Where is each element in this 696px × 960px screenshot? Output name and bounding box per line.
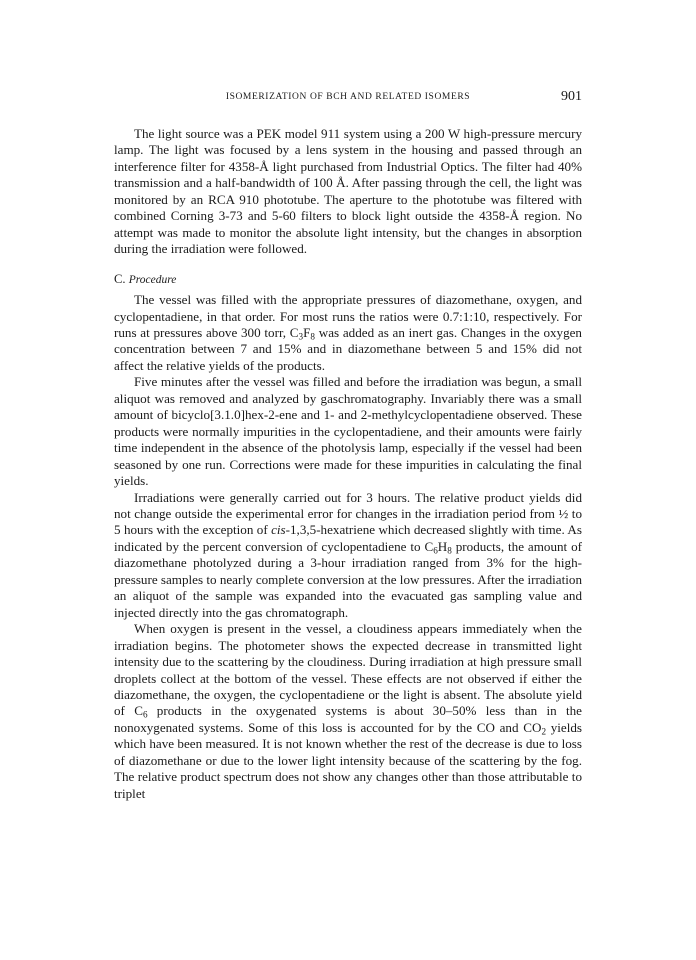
subscript: 6 <box>142 709 148 720</box>
paragraph-vessel-filling <box>114 292 582 374</box>
page <box>114 89 583 802</box>
italic-text: cis <box>271 522 286 538</box>
paragraph-light-source: The light source was a PEK model 911 system using a 200 W high-pressure mercury lamp. The light was focused by a lens system in the housing and passed through an interference filter for 4358-Å light purchased from Industrial Optics. The filter had 40% transmission and a half-bandwidth of 100 Å. After passing through the cell, the light was monitored by an RCA 910 phototube. The aperture to the phototube was filtered with combined Corning 3-73 and 5-60 filters to block light outside the 4358-Å region. No attempt was made to monitor the absolute light intensity, but the changes in absorption during the irradiation were followed. <box>114 126 582 257</box>
subscript: 6 <box>433 545 438 556</box>
text-run: products in the oxygenated systems is about 30–50% less than in the nonoxygenated systems. Some of this loss is accounted for by the CO and CO <box>114 703 582 735</box>
subscript: 8 <box>310 331 315 342</box>
running-title: ISOMERIZATION OF BCH AND RELATED ISOMERS <box>225 92 471 102</box>
text-run: products, the amount of diazomethane photolyzed during a 3-hour irradiation ranged from 3% for the high-pressure samples to nearly complete conversion at the low pressures. After the irradiation an aliquot of the sample was expanded into the evacuated gas sampling value and injected directly into the gas chromatograph. <box>114 538 582 620</box>
section-title: Procedure <box>128 273 177 286</box>
text-run: The vessel was filled with the appropriate pressures of diazomethane, oxygen, and cyclopentadiene, in that order. For most runs the ratios were 0.7:1:10, respectively. For runs at pressures above 300 torr, C <box>114 292 582 340</box>
page-number: 901 <box>561 89 582 104</box>
paragraph-oxygen-cloudiness <box>114 621 582 802</box>
body-text <box>114 126 582 802</box>
section-label: C. <box>114 271 126 286</box>
subscript: 8 <box>447 545 452 556</box>
text-run: H <box>437 538 448 554</box>
text-run: yields which have been measured. It is not known whether the rest of the decrease is due to loss of diazomethane or due to the lower light intensity because of the scattering by the fog. The relative product spectrum does not show any changes other than those attributable to triplet <box>114 719 583 801</box>
text-run: When oxygen is present in the vessel, a cloudiness appears immediately when the irradiation begins. The photometer shows the expected decrease in transmitted light intensity due to the scattering by the cloudiness. During irradiation at high pressure small droplets collect at the bottom of the vessel. These effects are not observed if either the diazomethane, the oxygen, the cyclopentadiene or the light is absent. The absolute yield of C <box>114 621 582 719</box>
text-run: was added as an inert gas. Changes in the oxygen concentration between 7 and 15% and in diazomethane between 5 and 15% did not affect the relative yields of the products. <box>114 324 582 373</box>
text-run: -1,3,5-hexatriene which decreased slightly with time. As indicated by the percent conversion of cyclopentadiene to C <box>114 522 582 554</box>
subscript: 3 <box>298 331 304 342</box>
running-header <box>114 89 582 112</box>
text-run: Irradiations were generally carried out for 3 hours. The relative product yields did not change outside the experimental error for changes in the irradiation period from ½ to 5 hours with the exception of <box>114 489 582 538</box>
paragraph-aliquot-analysis: Five minutes after the vessel was filled and before the irradiation was begun, a small aliquot was removed and analyzed by gaschromatography. Invariably there was a small amount of bicyclo[3.1.0]hex-2-ene and 1- and 2-methylcyclopentadiene observed. These products were normally impurities in the cyclopentadiene, and their amounts were fairly time independent in the absence of the photolysis lamp, especially if the vessel had been seasoned by one run. Corrections were made for these impurities in calculating the final yields. <box>114 374 582 489</box>
section-heading <box>114 271 582 288</box>
paragraph-irradiation <box>114 490 582 622</box>
subscript: 2 <box>541 726 547 737</box>
text-run: F <box>303 324 311 340</box>
